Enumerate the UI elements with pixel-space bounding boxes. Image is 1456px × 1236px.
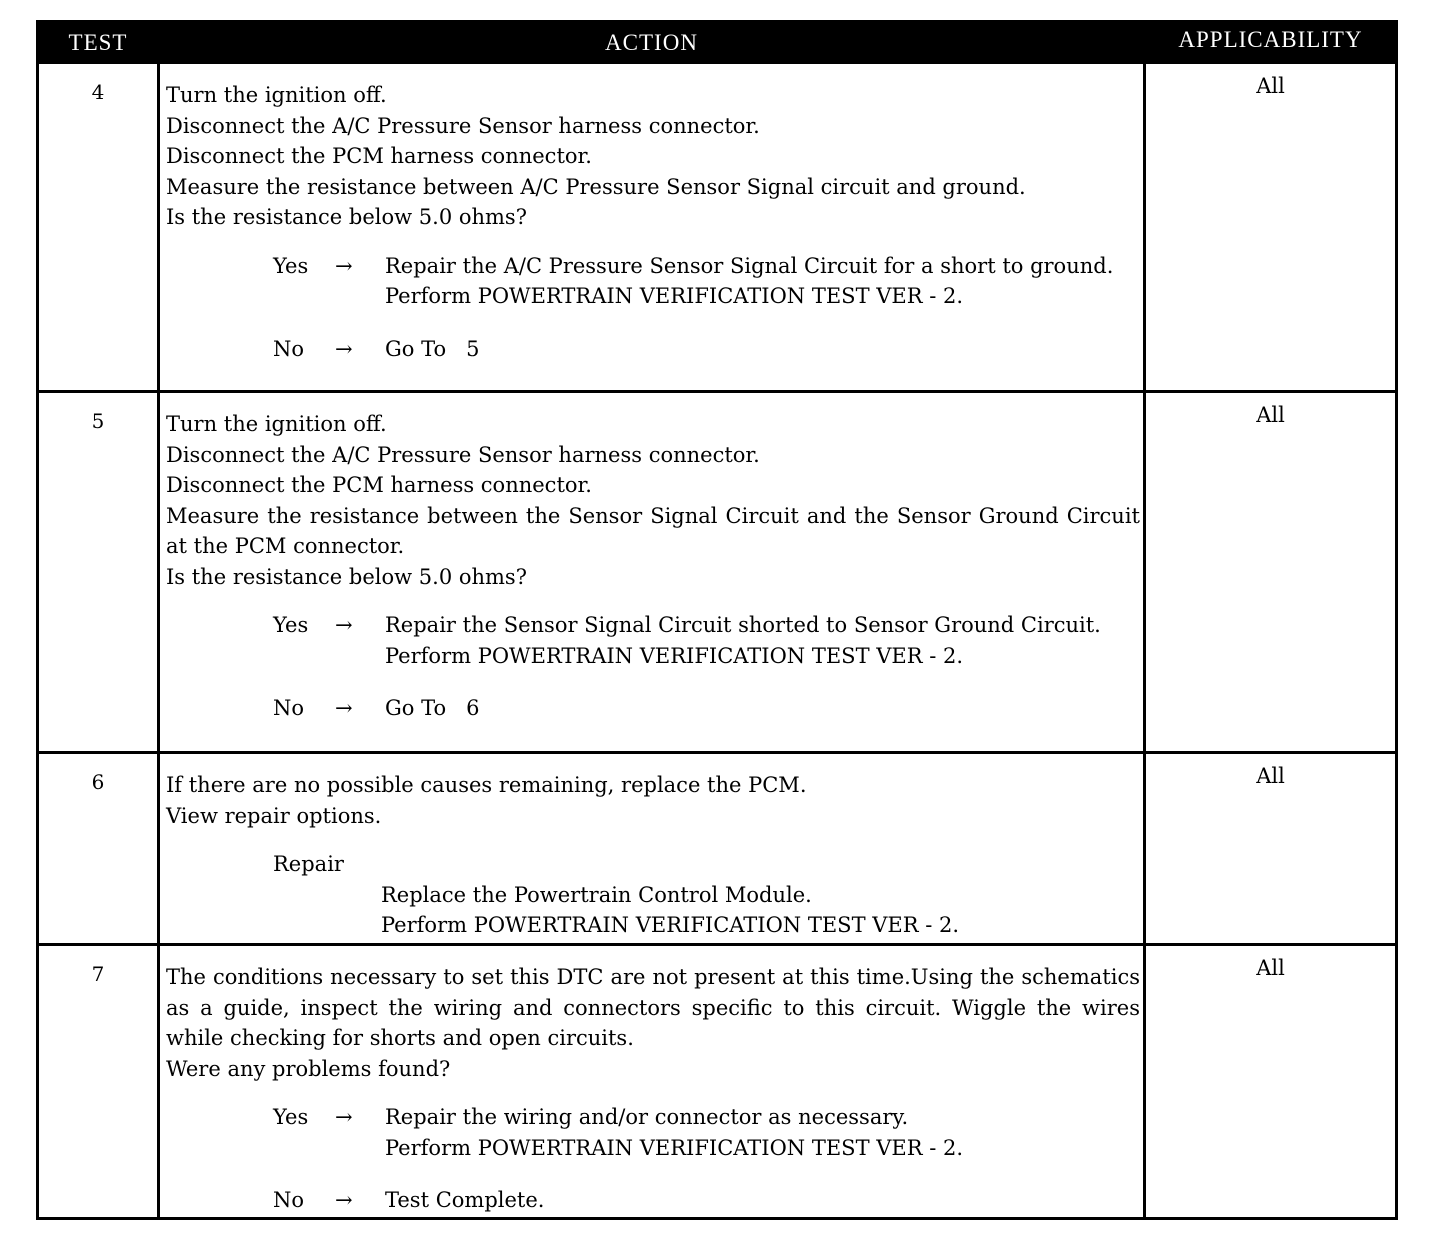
repair-action-line: Perform POWERTRAIN VERIFICATION TEST VER - 2. xyxy=(381,913,960,937)
test-number: 5 xyxy=(91,409,105,433)
right-arrow-icon: → xyxy=(335,1105,353,1129)
no-label: No xyxy=(273,696,305,720)
applicability-cell: All xyxy=(1256,764,1285,788)
table-row-test-7 xyxy=(39,943,1395,1217)
no-response xyxy=(273,1185,1140,1216)
repair-action-line: Replace the Powertrain Control Module. xyxy=(381,882,812,907)
table-row-test-5 xyxy=(39,390,1395,754)
action-cell xyxy=(166,80,1140,364)
yes-label: Yes xyxy=(273,613,309,637)
header-action: ACTION xyxy=(605,30,698,55)
question-text: Is the resistance below 5.0 ohms? xyxy=(166,205,527,229)
no-label: No xyxy=(273,1188,305,1212)
header-applicability: APPLICABILITY xyxy=(1178,27,1363,52)
repair-label: Repair xyxy=(273,852,344,876)
no-response xyxy=(273,334,1140,365)
action-cell xyxy=(166,409,1140,724)
yes-response xyxy=(273,1102,1140,1163)
yes-label: Yes xyxy=(273,1105,309,1129)
no-action: Test Complete. xyxy=(385,1188,545,1212)
responses xyxy=(273,1102,1140,1216)
no-response xyxy=(273,693,1140,724)
yes-action xyxy=(385,1102,1140,1163)
right-arrow-icon: → xyxy=(335,253,353,278)
header-test: TEST xyxy=(68,30,128,55)
applicability-cell: All xyxy=(1256,403,1285,427)
yes-action-line: Repair the wiring and/or connector as necessary. xyxy=(385,1105,909,1129)
test-number: 7 xyxy=(91,962,105,986)
right-arrow-icon: → xyxy=(335,1188,353,1212)
step-text: Disconnect the A/C Pressure Sensor harness connector. xyxy=(166,113,760,138)
table-row-test-4 xyxy=(39,61,1395,393)
action-cell xyxy=(166,770,1140,941)
step-text: Disconnect the PCM harness connector. xyxy=(166,473,592,497)
yes-action-line: Perform POWERTRAIN VERIFICATION TEST VER - 2. xyxy=(385,284,964,308)
step-text: If there are no possible causes remaining, replace the PCM. xyxy=(166,773,807,797)
responses xyxy=(273,610,1140,724)
question-text: Were any problems found? xyxy=(166,1056,451,1081)
step-text: The conditions necessary to set this DTC are not present at this time.Using the schematics as a guide, inspect the wiring and connectors specific to this circuit. Wiggle the wires while checking for shorts and open circuits. xyxy=(166,965,1140,1050)
applicability-cell: All xyxy=(1256,74,1285,98)
yes-response xyxy=(273,251,1140,312)
repair-action xyxy=(381,880,1140,941)
no-action: Go To 5 xyxy=(385,336,480,361)
yes-response xyxy=(273,610,1140,671)
diagnostic-test-table xyxy=(36,20,1398,1220)
applicability-cell: All xyxy=(1256,956,1285,980)
yes-action-line: Repair the Sensor Signal Circuit shorted to Sensor Ground Circuit. xyxy=(385,613,1101,637)
test-number: 6 xyxy=(91,770,105,794)
repair-block xyxy=(273,849,1140,941)
step-text: Measure the resistance between A/C Pressure Sensor Signal circuit and ground. xyxy=(166,174,1026,199)
table-header xyxy=(39,23,1395,61)
responses xyxy=(273,251,1140,365)
yes-action xyxy=(385,251,1140,312)
yes-label: Yes xyxy=(273,253,309,278)
no-label: No xyxy=(273,336,305,361)
yes-action-line: Perform POWERTRAIN VERIFICATION TEST VER - 2. xyxy=(385,643,964,668)
no-action: Go To 6 xyxy=(385,696,480,720)
yes-action xyxy=(385,610,1140,671)
step-text: Disconnect the A/C Pressure Sensor harness connector. xyxy=(166,442,760,467)
table-row-test-6 xyxy=(39,751,1395,946)
yes-action-line: Repair the A/C Pressure Sensor Signal Circuit for a short to ground. xyxy=(385,253,1114,278)
right-arrow-icon: → xyxy=(335,696,353,720)
step-text: Measure the resistance between the Sensor Signal Circuit and the Sensor Ground Circuit at the PCM connector. xyxy=(166,503,1140,558)
right-arrow-icon: → xyxy=(335,613,353,637)
step-text: Turn the ignition off. xyxy=(166,412,387,436)
question-text: Is the resistance below 5.0 ohms? xyxy=(166,564,527,589)
yes-action-line: Perform POWERTRAIN VERIFICATION TEST VER - 2. xyxy=(385,1135,964,1160)
step-text: View repair options. xyxy=(166,803,382,828)
right-arrow-icon: → xyxy=(335,336,353,361)
step-text: Disconnect the PCM harness connector. xyxy=(166,144,592,168)
action-cell xyxy=(166,962,1140,1216)
step-text: Turn the ignition off. xyxy=(166,83,387,107)
test-number: 4 xyxy=(91,80,105,104)
